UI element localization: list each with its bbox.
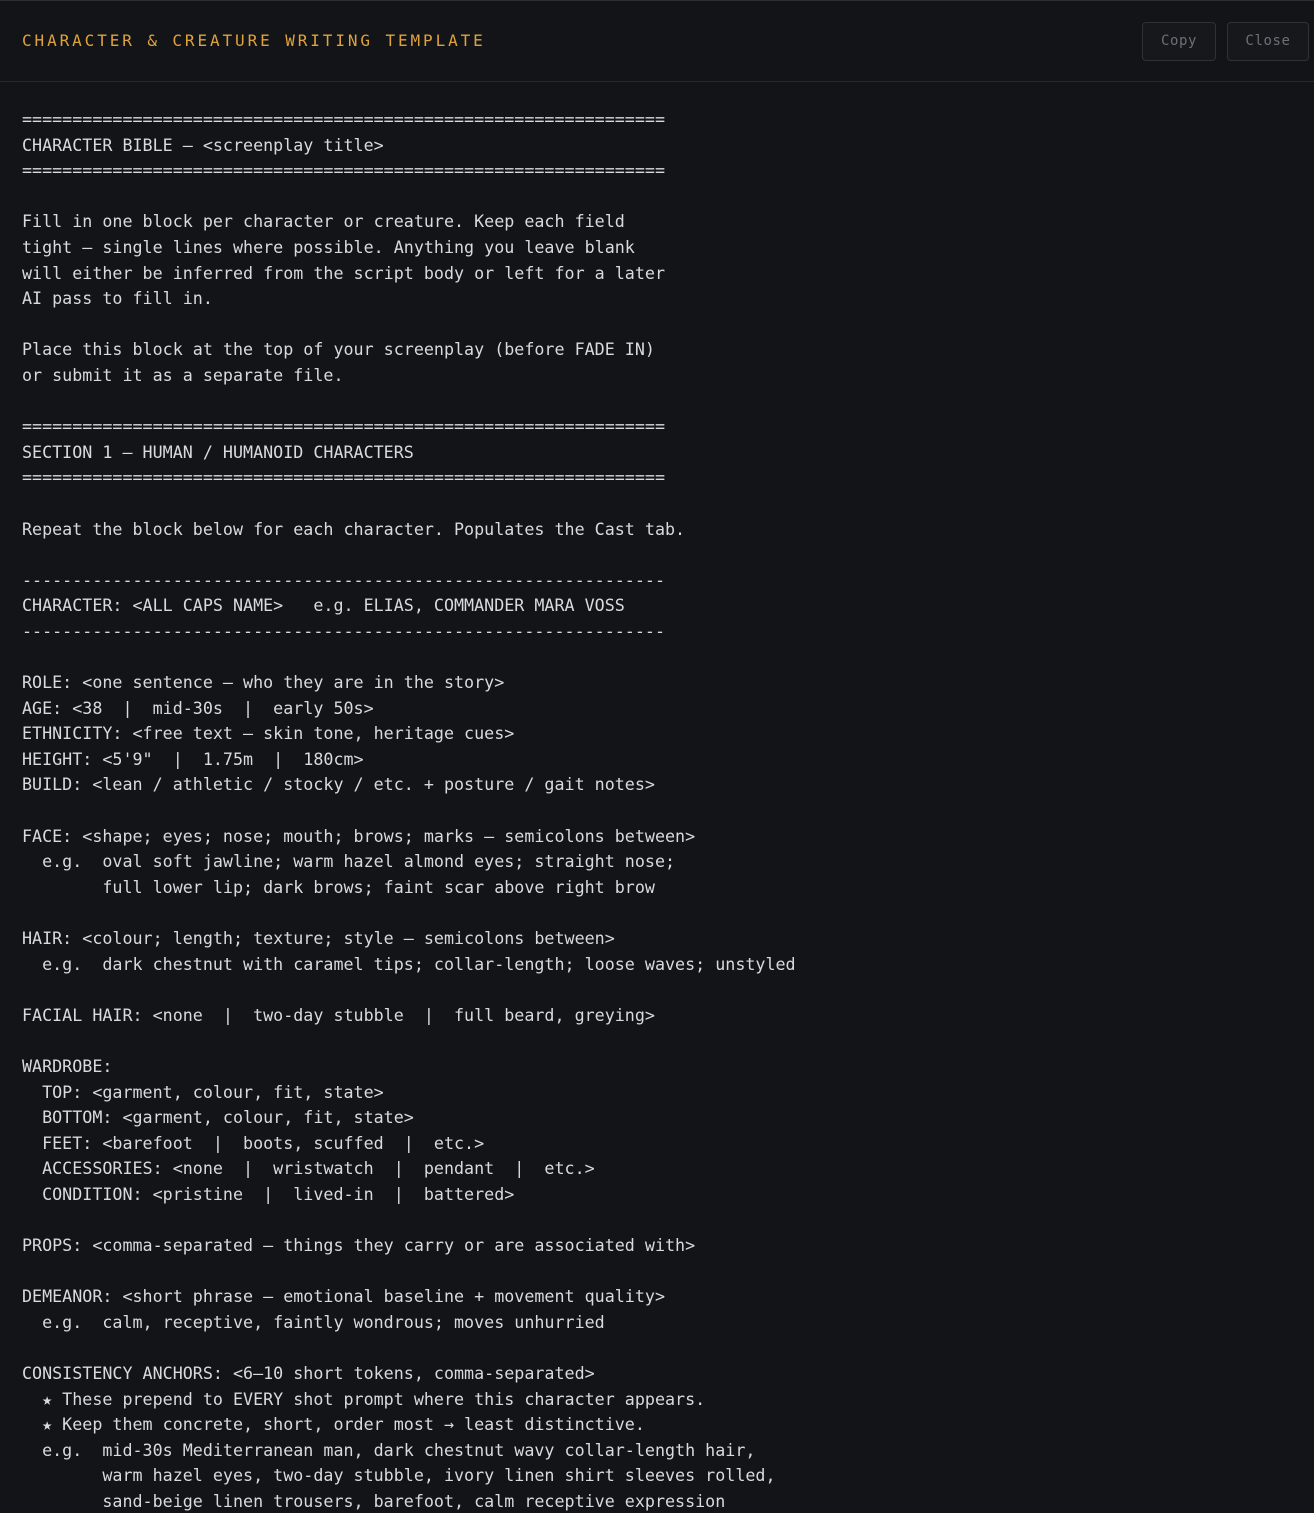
template-line: AI pass to fill in. <box>22 288 213 309</box>
template-line: warm hazel eyes, two-day stubble, ivory linen shirt sleeves rolled, <box>22 1465 776 1486</box>
template-line <box>22 1208 796 1234</box>
template-line: or submit it as a separate file. <box>22 364 344 385</box>
template-line: e.g. mid-30s Mediterranean man, dark chestnut wavy collar-length hair, <box>22 1439 756 1460</box>
template-line: TOP: <garment, colour, fit, state> <box>22 1081 384 1102</box>
template-line: tight — single lines where possible. Anything you leave blank <box>22 236 635 257</box>
template-line: DEMEANOR: <short phrase — emotional baseline + movement quality> <box>22 1286 665 1307</box>
template-line: FEET: <barefoot | boots, scuffed | etc.> <box>22 1132 485 1153</box>
template-line: ★ Keep them concrete, short, order most → least distinctive. <box>22 1414 645 1435</box>
copy-button[interactable]: Copy <box>1142 22 1216 61</box>
template-line: BOTTOM: <garment, colour, fit, state> <box>22 1107 414 1128</box>
template-line <box>22 1259 796 1285</box>
template-line: ETHNICITY: <free text — skin tone, heritage cues> <box>22 723 515 744</box>
template-line: FACIAL HAIR: <none | two-day stubble | full beard, greying> <box>22 1004 655 1025</box>
template-line: ACCESSORIES: <none | wristwatch | pendant | etc.> <box>22 1158 595 1179</box>
template-line: Repeat the block below for each character. Populates the Cast tab. <box>22 518 686 539</box>
template-line <box>22 542 796 568</box>
template-line: ================================================================ <box>22 109 665 129</box>
template-line: CHARACTER: <ALL CAPS NAME> e.g. ELIAS, COMMANDER MARA VOSS <box>22 595 625 616</box>
template-line: ================================================================ <box>22 160 665 181</box>
template-line: BUILD: <lean / athletic / stocky / etc. + posture / gait notes> <box>22 774 655 795</box>
template-line <box>22 389 796 415</box>
template-line: CHARACTER BIBLE — <screenplay title> <box>22 134 384 155</box>
template-line <box>22 491 796 517</box>
template-line <box>22 184 796 210</box>
template-line <box>22 1028 796 1054</box>
modal-title: CHARACTER & CREATURE WRITING TEMPLATE <box>22 31 486 50</box>
template-line: HAIR: <colour; length; texture; style — semicolons between> <box>22 928 615 948</box>
template-line <box>22 977 796 1003</box>
template-line: WARDROBE: <box>22 1055 113 1076</box>
modal-header <box>0 1 1314 82</box>
template-line: e.g. oval soft jawline; warm hazel almond eyes; straight nose; <box>22 851 676 872</box>
template-line: Place this block at the top of your screenplay (before FADE IN) <box>22 339 655 360</box>
template-line: HEIGHT: <5'9" | 1.75m | 180cm> <box>22 748 364 769</box>
template-line: Fill in one block per character or creature. Keep each field <box>22 211 625 232</box>
close-button[interactable]: Close <box>1227 22 1309 61</box>
template-line: CONSISTENCY ANCHORS: <6–10 short tokens, comma-separated> <box>22 1363 595 1384</box>
template-line: ================================================================ <box>22 467 665 488</box>
template-line <box>22 312 796 338</box>
template-line: ROLE: <one sentence — who they are in the story> <box>22 672 505 693</box>
template-line: e.g. dark chestnut with caramel tips; collar-length; loose waves; unstyled <box>22 953 796 974</box>
template-text[interactable] <box>22 107 796 1513</box>
template-line: CONDITION: <pristine | lived-in | battered> <box>22 1183 515 1204</box>
template-line: ---------------------------------------------------------------- <box>22 620 665 641</box>
template-line: AGE: <38 | mid-30s | early 50s> <box>22 697 374 718</box>
template-line: will either be inferred from the script body or left for a later <box>22 262 665 283</box>
template-line: FACE: <shape; eyes; nose; mouth; brows; marks — semicolons between> <box>22 825 696 846</box>
template-line <box>22 644 796 670</box>
template-line: ★ These prepend to EVERY shot prompt where this character appears. <box>22 1388 706 1409</box>
template-line <box>22 798 796 824</box>
template-line: ================================================================ <box>22 416 665 437</box>
template-line: full lower lip; dark brows; faint scar above right brow <box>22 876 655 897</box>
template-line: ---------------------------------------------------------------- <box>22 569 665 590</box>
template-line <box>22 900 796 926</box>
template-line: sand-beige linen trousers, barefoot, calm receptive expression <box>22 1491 726 1512</box>
template-line: SECTION 1 — HUMAN / HUMANOID CHARACTERS <box>22 441 414 462</box>
template-line <box>22 1336 796 1362</box>
template-line: e.g. calm, receptive, faintly wondrous; moves unhurried <box>22 1311 605 1332</box>
template-line: PROPS: <comma-separated — things they carry or are associated with> <box>22 1235 696 1256</box>
